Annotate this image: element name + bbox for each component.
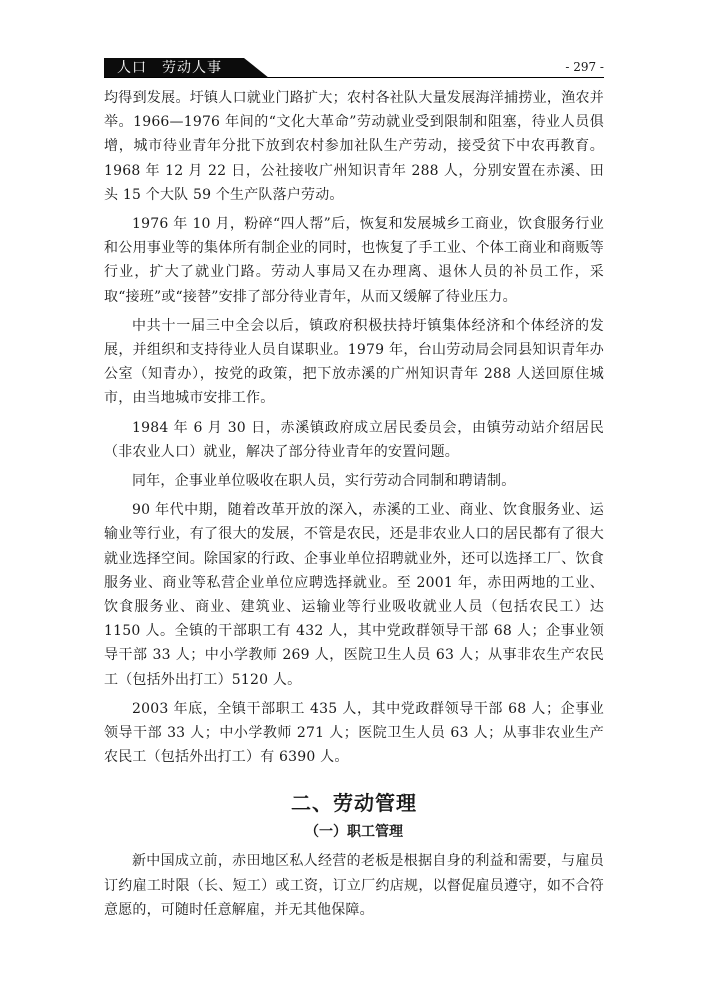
page-body [104,86,604,922]
paragraph-continued: 均得到发展。圩镇人口就业门路扩大；农村各社队大量发展海洋捕捞业，渔农并举。1966—1976 年间的“文化大革命”劳动就业受到限制和阻塞，待业人员俱增，城市待业青年分批下放到农村参加社队生产劳动，接受贫下中农再教育。1968 年 12 月 22 日，公社接收广州知识青年 288 人，分别安置在赤溪、田头 15 个大队 59 个生产队落户劳动。 [104,90,604,203]
header-rule [104,77,604,78]
paragraph: 1984 年 6 月 30 日，赤溪镇政府成立居民委员会，由镇劳动站介绍居民（非农业人口）就业，解决了部分待业青年的安置问题。 [104,419,604,460]
header-section-label: 人口 劳动人事 [117,60,222,76]
paragraph: 1976 年 10 月，粉碎“四人帮”后，恢复和发展城乡工商业，饮食服务行业和公用事业等的集体所有制企业的同时，也恢复了手工业、个体工商业和商贩等行业，扩大了就业门路。劳动人事局又在办理离、退休人员的补员工作，采取“接班”或“接替”安排了部分待业青年，从而又缓解了待业压力。 [104,216,604,305]
paragraph: 中共十一届三中全会以后，镇政府积极扶持圩镇集体经济和个体经济的发展，并组织和支持待业人员自谋职业。1979 年，台山劳动局会同县知识青年办公室（知青办），按党的政策，把下放赤溪的广州知识青年 288 人送回原住城市，由当地城市安排工作。 [104,317,604,407]
paragraph: 同年，企事业单位吸收在职人员，实行劳动合同制和聘请制。 [132,473,516,490]
paragraph: 90 年代中期，随着改革开放的深入，赤溪的工业、商业、饮食服务业、运输业等行业，有了很大的发展，不管是农民，还是非农业人口的居民都有了很大就业选择空间。除国家的行政、企事业单位招聘就业外，还可以选择工厂、饮食服务业、商业等私营企业单位应聘选择就业。至 2001 年，赤田两地的工业、饮食服务业、商业、建筑业、运输业等行业吸收就业人员（包括农民工）达 1150 人。全镇的干部职工有 432 人，其中党政群领导干部 68 人；企事业领导干部 33 人；中小学教师 269 人，医院卫生人员 63 人；从事非农生产农民工（包括外出打工）5120 人。 [104,502,604,688]
page-number: - 297 - [565,60,604,74]
section-heading: 二、劳动管理 [291,791,417,816]
paragraph: 新中国成立前，赤田地区私人经营的老板是根据自身的利益和需要，与雇员订约雇工时限（长、短工）或工资，订立厂约店规，以督促雇员遵守，如不合符意愿的，可随时任意解雇，并无其他保障。 [104,853,604,918]
subsection-heading: （一）职工管理 [305,824,403,841]
running-header [104,58,604,80]
paragraph: 2003 年底，全镇干部职工 435 人，其中党政群领导干部 68 人；企事业领导干部 33 人；中小学教师 271 人；医院卫生人员 63 人；从事非农业生产农民工（包括外出打工）有 6390 人。 [104,700,604,766]
